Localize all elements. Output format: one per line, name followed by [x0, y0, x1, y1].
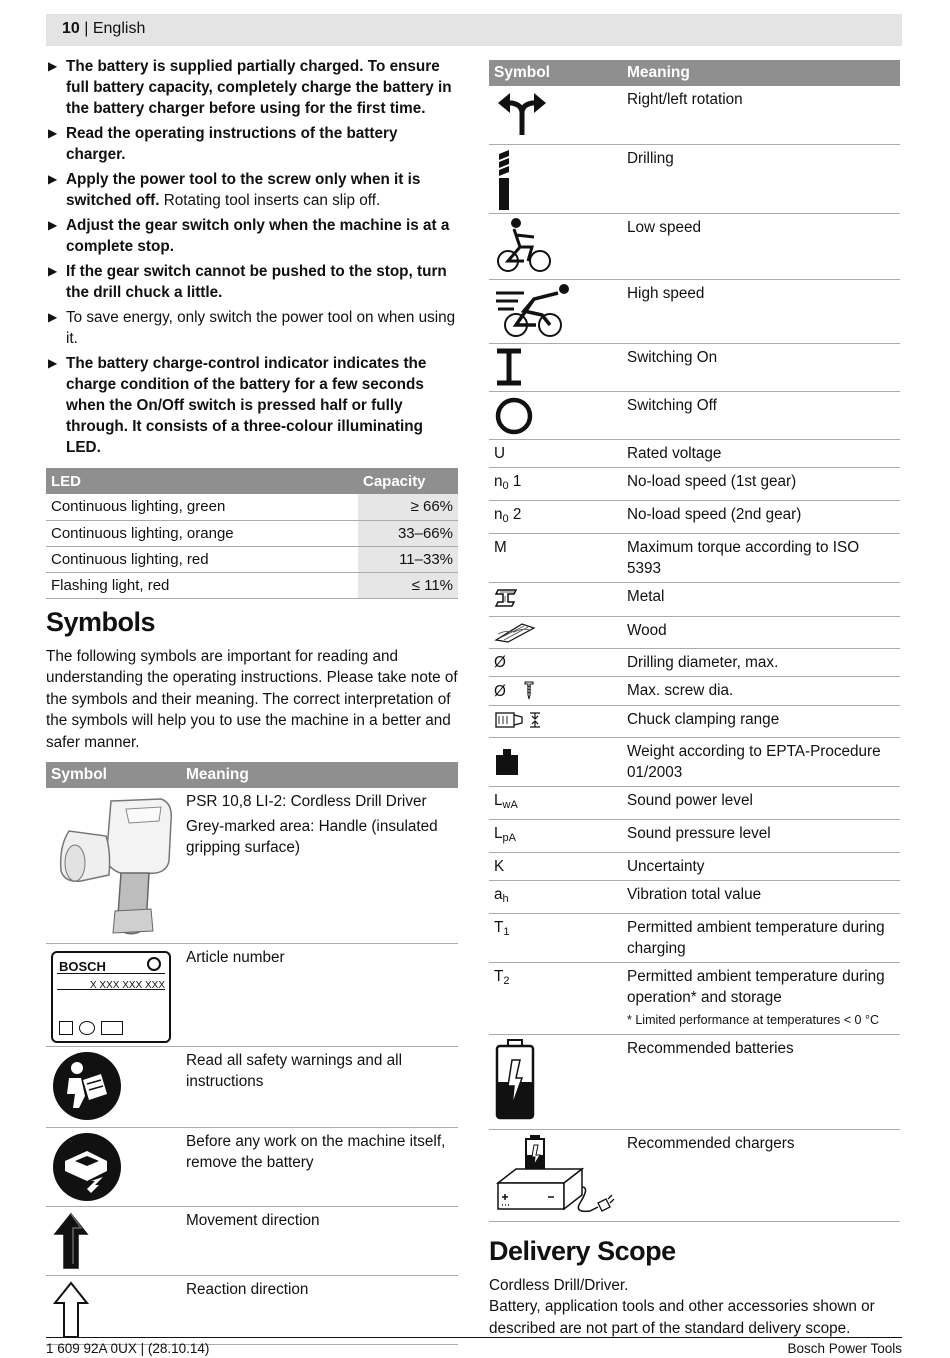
- symbol-meaning: Rated voltage: [622, 439, 900, 467]
- led-column-header: LED: [46, 468, 358, 494]
- safety-bullet-list: [46, 56, 458, 458]
- capacity-cell: 33–66%: [358, 520, 458, 546]
- symbol-text: Ø: [494, 682, 506, 700]
- table-row: [489, 819, 900, 852]
- table-row: [489, 582, 900, 616]
- table-row: [46, 788, 458, 943]
- symbol-meaning-secondary: Grey-marked area: Handle (insulated gripping surface): [186, 818, 438, 856]
- table-row: [489, 852, 900, 880]
- delivery-line-2: Battery, application tools and other accessories shown or described are not part of the standard delivery scope.: [489, 1298, 875, 1337]
- bullet-item: [46, 56, 458, 119]
- table-row: [489, 648, 900, 676]
- symbol-meaning: Switching On: [622, 343, 900, 391]
- symbol-meaning: Read all safety warnings and all instructions: [181, 1046, 458, 1127]
- delivery-scope-heading: Delivery Scope: [489, 1235, 676, 1266]
- table-row: [489, 533, 900, 582]
- drilling-icon: [494, 148, 514, 210]
- bullet-arrow-icon: ▶: [48, 264, 58, 278]
- footer-divider: [46, 1337, 902, 1338]
- meaning-column-header: Meaning: [181, 762, 458, 788]
- symbol-meaning: Permitted ambient temperature during charging: [622, 913, 900, 962]
- bullet-arrow-icon: ▶: [48, 126, 58, 140]
- symbol-meaning: Permitted ambient temperature during operation* and storage: [627, 967, 885, 1006]
- chuck-icon: [494, 709, 542, 731]
- symbol-meaning: Maximum torque according to ISO 5393: [622, 533, 900, 582]
- bullet-bold-text: Read the operating instructions of the battery charger.: [66, 125, 398, 163]
- bullet-bold-text: Adjust the gear switch only when the machine is at a complete stop.: [66, 217, 450, 255]
- capacity-cell: ≤ 11%: [358, 572, 458, 598]
- table-row: [489, 500, 900, 533]
- table-row: [489, 467, 900, 500]
- bullet-arrow-icon: ▶: [48, 218, 58, 232]
- symbol-text: $a_h$: [489, 880, 622, 913]
- led-cell: Continuous lighting, red: [46, 546, 358, 572]
- table-row: [46, 1275, 458, 1344]
- symbols-heading: Symbols: [46, 606, 156, 637]
- symbol-meaning: High speed: [622, 279, 900, 343]
- nameplate-number: X XXX XXX XXX: [89, 979, 165, 991]
- symbols-intro: The following symbols are important for reading and understanding the operating instructions. Please take note of the symbols and their meaning. The correct interpretation of the symbols will help you to use the machine in a better and safer manner.: [46, 647, 458, 751]
- left-symbols-table: [46, 762, 458, 1345]
- led-cell: Flashing light, red: [46, 572, 358, 598]
- rotation-icon: [494, 89, 550, 137]
- symbol-meaning: PSR 10,8 LI-2: Cordless Drill Driver: [186, 793, 427, 810]
- capacity-cell: ≥ 66%: [358, 494, 458, 520]
- table-row: [489, 676, 900, 705]
- table-row: [489, 343, 900, 391]
- symbol-text: U: [489, 439, 622, 467]
- symbol-text: $T_2$: [489, 962, 622, 1034]
- led-cell: Continuous lighting, orange: [46, 520, 358, 546]
- delivery-line-1: Cordless Drill/Driver.: [489, 1276, 629, 1294]
- symbol-meaning: Sound power level: [622, 786, 900, 819]
- table-row: [46, 520, 458, 546]
- bullet-item: [46, 123, 458, 165]
- read-manual-icon: [51, 1050, 123, 1122]
- switch-off-icon: [494, 395, 534, 435]
- symbol-meaning: Movement direction: [181, 1206, 458, 1275]
- table-row: [489, 144, 900, 213]
- symbol-footnote: * Limited performance at temperatures < 0 °C: [627, 1012, 879, 1027]
- symbol-meaning: Metal: [622, 582, 900, 616]
- bullet-arrow-icon: ▶: [48, 310, 58, 324]
- reaction-arrow-icon: [51, 1279, 91, 1341]
- symbol-meaning: Switching Off: [622, 391, 900, 439]
- wood-icon: [494, 620, 536, 644]
- bullet-arrow-icon: ▶: [48, 172, 58, 186]
- symbol-meaning: Recommended batteries: [622, 1034, 900, 1129]
- table-row: [489, 880, 900, 913]
- symbol-meaning: Chuck clamping range: [622, 705, 900, 737]
- right-symbols-table: [489, 60, 900, 1222]
- left-column: [46, 56, 458, 1345]
- page-number: 10: [62, 20, 80, 37]
- symbol-meaning: No-load speed (1st gear): [622, 467, 900, 500]
- symbol-meaning: Sound pressure level: [622, 819, 900, 852]
- table-row: [46, 1046, 458, 1127]
- nameplate-logo-icon: [147, 957, 161, 971]
- footer-brand: Bosch Power Tools: [787, 1341, 902, 1356]
- header-separator: |: [84, 20, 89, 37]
- nameplate-icon: [51, 951, 171, 1043]
- table-row: [489, 786, 900, 819]
- low-speed-cyclist-icon: [494, 217, 554, 275]
- table-row: [46, 1127, 458, 1206]
- movement-arrow-icon: [51, 1210, 91, 1272]
- table-header-row: [489, 60, 900, 86]
- symbol-text: $n_0$ 1: [489, 467, 622, 500]
- metal-icon: [494, 586, 522, 610]
- bullet-normal-text: Rotating tool inserts can slip off.: [159, 192, 381, 209]
- table-row: [489, 213, 900, 279]
- table-header-row: [46, 468, 458, 494]
- bullet-bold-text: If the gear switch cannot be pushed to the stop, turn the drill chuck a little.: [66, 263, 447, 301]
- table-row: [489, 1034, 900, 1129]
- symbol-text: Ø: [489, 648, 622, 676]
- table-row: [489, 439, 900, 467]
- switch-on-icon: [494, 347, 524, 387]
- bullet-bold-text: The battery charge-control indicator indicates the charge condition of the battery for a few seconds when the On/Off switch is pressed half or fully through. It consists of a three-colour illuminating LED.: [66, 355, 427, 456]
- footer-document-id: 1 609 92A 0UX | (28.10.14): [46, 1341, 210, 1356]
- capacity-cell: 11–33%: [358, 546, 458, 572]
- symbol-meaning: Drilling diameter, max.: [622, 648, 900, 676]
- table-row: [489, 962, 900, 1034]
- table-row: [46, 546, 458, 572]
- high-speed-cyclist-icon: [494, 283, 574, 339]
- table-row: [489, 705, 900, 737]
- charger-icon: [494, 1133, 616, 1217]
- symbol-text: $n_0$ 2: [489, 500, 622, 533]
- table-row: [46, 494, 458, 520]
- page-header: [46, 14, 902, 46]
- symbol-column-header: Symbol: [46, 762, 181, 788]
- table-row: [489, 913, 900, 962]
- bullet-arrow-icon: ▶: [48, 356, 58, 370]
- table-row: [489, 1129, 900, 1221]
- page-header-text: [62, 20, 145, 38]
- table-header-row: [46, 762, 458, 788]
- nameplate-brand: BOSCH: [59, 958, 106, 974]
- symbol-meaning: Max. screw dia.: [622, 676, 900, 705]
- symbol-text: $L_{wA}$: [489, 786, 622, 819]
- bullet-item: [46, 307, 458, 349]
- screw-icon: [522, 680, 536, 700]
- symbol-meaning: Weight according to EPTA-Procedure 01/2003: [622, 737, 900, 786]
- symbol-meaning: Article number: [181, 943, 458, 1046]
- table-row: [46, 572, 458, 598]
- right-column: [489, 60, 900, 1339]
- table-row: [489, 737, 900, 786]
- bullet-item: [46, 261, 458, 303]
- bullet-item: [46, 353, 458, 458]
- symbol-meaning: Vibration total value: [622, 880, 900, 913]
- symbol-meaning: Recommended chargers: [622, 1129, 900, 1221]
- table-row: [489, 391, 900, 439]
- symbol-meaning: Drilling: [622, 144, 900, 213]
- weight-icon: [494, 747, 520, 777]
- led-capacity-table: [46, 468, 458, 599]
- symbol-meaning: Uncertainty: [622, 852, 900, 880]
- remove-battery-icon: [51, 1131, 123, 1203]
- table-row: [489, 86, 900, 144]
- bullet-item: [46, 169, 458, 211]
- symbol-text: $T_1$: [489, 913, 622, 962]
- table-row: [46, 1206, 458, 1275]
- bullet-bold-text: The battery is supplied partially charged. To ensure full battery capacity, completely charge the battery in the battery charger before using for the first time.: [66, 58, 452, 117]
- table-row: [46, 943, 458, 1046]
- symbol-meaning: Before any work on the machine itself, remove the battery: [181, 1127, 458, 1206]
- table-row: [489, 616, 900, 648]
- bullet-arrow-icon: ▶: [48, 59, 58, 73]
- symbol-text: M: [489, 533, 622, 582]
- bullet-bold-text: Apply the power tool to the screw only when it is switched off.: [66, 171, 421, 209]
- drill-driver-icon: [51, 791, 176, 939]
- symbol-meaning: Right/left rotation: [622, 86, 900, 144]
- symbol-column-header: Symbol: [489, 60, 622, 86]
- symbol-meaning: Reaction direction: [181, 1275, 458, 1344]
- symbol-meaning: Wood: [622, 616, 900, 648]
- capacity-column-header: Capacity: [358, 468, 458, 494]
- symbol-meaning: Low speed: [622, 213, 900, 279]
- meaning-column-header: Meaning: [622, 60, 900, 86]
- symbol-text: K: [489, 852, 622, 880]
- symbol-text: $L_{pA}$: [489, 819, 622, 852]
- table-row: [489, 279, 900, 343]
- header-language: English: [92, 20, 146, 37]
- bullet-normal-text: To save energy, only switch the power tool on when using it.: [66, 309, 456, 347]
- bullet-item: [46, 215, 458, 257]
- led-cell: Continuous lighting, green: [46, 494, 358, 520]
- battery-icon: [494, 1038, 536, 1122]
- symbol-meaning: No-load speed (2nd gear): [622, 500, 900, 533]
